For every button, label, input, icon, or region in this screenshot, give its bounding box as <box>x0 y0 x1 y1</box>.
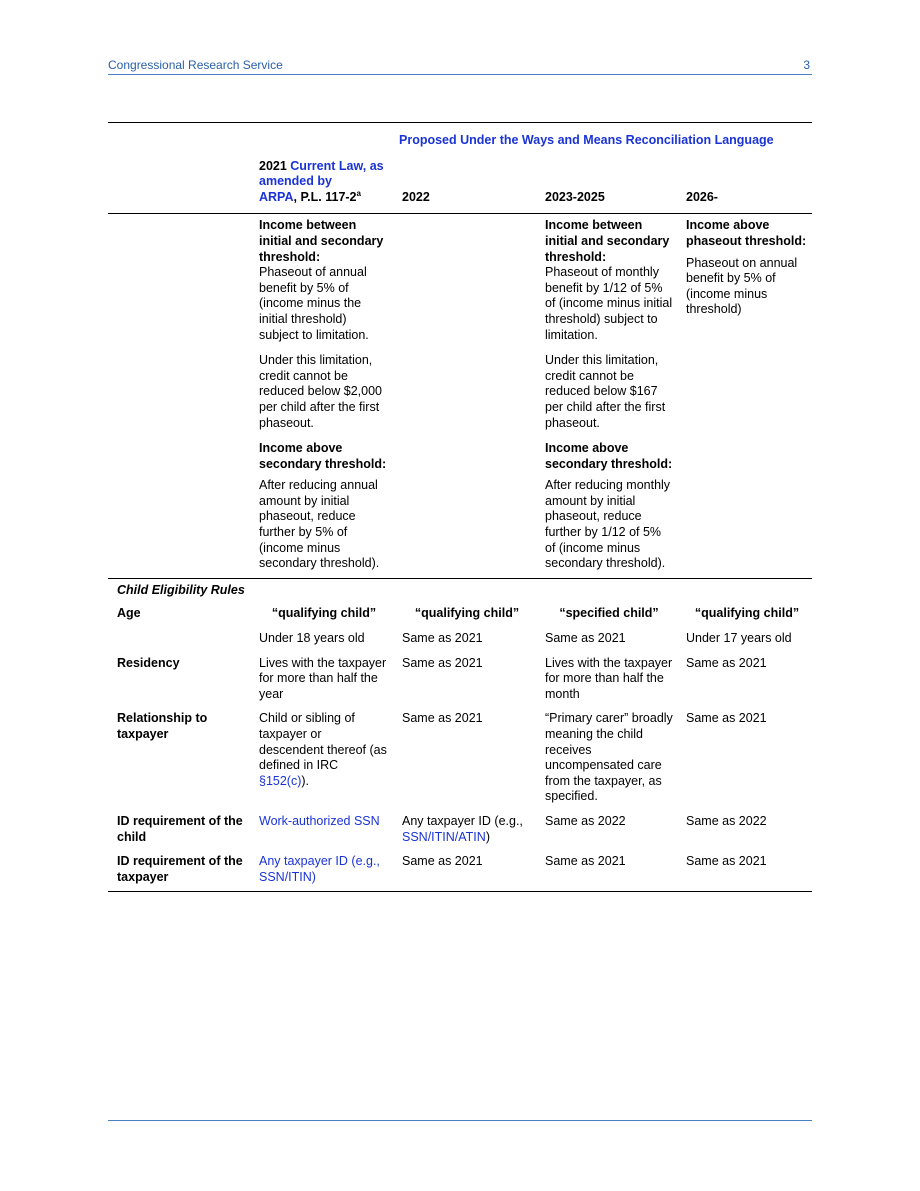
id-child-label: ID requirement of the child <box>117 813 243 844</box>
page-number: 3 <box>803 58 810 72</box>
relationship-label: Relationship to taxpayer <box>117 711 208 741</box>
current-law-link[interactable]: Current Law, as amended by <box>259 158 384 189</box>
residency-row: Residency Lives with the taxpayer for more than half the year Same as 2021 Lives with the taxpayer for more than half the month Same as 2021 <box>117 655 767 701</box>
page-header <box>108 58 812 75</box>
ssn-itin-atin-link[interactable]: SSN/ITIN/ATIN <box>402 829 486 844</box>
age-term-row: Age “qualifying child” “qualifying child” “specified child” “qualifying child” <box>117 606 800 621</box>
eligibility-label: Child Eligibility Rules <box>117 582 245 597</box>
ctc-comparison-table <box>108 122 812 892</box>
proposed-header[interactable]: Proposed Under the Ways and Means Reconciliation Language <box>399 133 774 147</box>
phaseout-2021: Income between initial and secondary threshold: Phaseout of annual benefit by 5% of (income minus the initial threshold) subject to limitation. Under this limitation, credit cannot be reduced below $2,000 per child after the first phaseout. Income above secondary threshold: After reducing annual amount by initial phaseout, reduce further by 5% of (income minus secondary threshold). <box>250 214 393 578</box>
phaseout-2023: Income between initial and secondary threshold: Phaseout of monthly benefit by 1/12 of 5% of (income minus initial threshold) subject to limitation. Under this limitation, credit cannot be reduced below $167 per child after the first phaseout. Income above secondary threshold: After reducing monthly amount by initial phaseout, reduce further by 1/12 of 5% of (income minus secondary threshold). <box>536 214 677 578</box>
org-name: Congressional Research Service <box>108 58 283 72</box>
eligibility-section-row <box>108 578 812 606</box>
proposed-header-row <box>108 123 812 153</box>
footnote-marker: a <box>356 188 361 198</box>
col3-header: 2023-2025 <box>545 189 605 204</box>
age-value-row: Under 18 years old Same as 2021 Same as 2021 Under 17 years old <box>259 631 792 646</box>
col2-header: 2022 <box>402 189 430 204</box>
column-header-row <box>108 153 812 214</box>
residency-label: Residency <box>117 655 180 670</box>
irc-152c-link[interactable]: §152(c) <box>259 773 302 788</box>
work-authorized-ssn-link[interactable]: Work-authorized SSN <box>259 813 380 828</box>
id-taxpayer-row: ID requirement of the taxpayer Any taxpayer ID (e.g., SSN/ITIN) Same as 2021 Same as 2021 Same as 2021 <box>108 854 812 892</box>
phaseout-2026: Income above phaseout threshold: Phaseout on annual benefit by 5% of (income minus threshold) <box>677 214 812 578</box>
age-label: Age <box>117 606 141 621</box>
id-child-row: ID requirement of the child Work-authorized SSN Any taxpayer ID (e.g., SSN/ITIN/ATIN) Same as 2022 Same as 2022 <box>117 813 767 844</box>
phaseout-row <box>108 214 812 578</box>
col4-header: 2026- <box>686 189 718 204</box>
any-taxpayer-id-link[interactable]: Any taxpayer ID (e.g., SSN/ITIN) <box>259 854 380 884</box>
id-taxpayer-label: ID requirement of the taxpayer <box>117 854 243 884</box>
page-footer-rule <box>108 1120 812 1121</box>
col1-header: 2021 Current Law, as amended by ARPA, P.L. 117-2$^a$ <box>250 153 393 214</box>
relationship-row: Relationship to taxpayer Child or sibling of taxpayer or descendent thereof (as defined in IRC §152(c)). Same as 2021 “Primary carer” broadly meaning the child receives uncompensated care from the taxpayer, as specified. Same as 2021 <box>117 711 767 804</box>
arpa-link[interactable]: ARPA <box>259 189 294 204</box>
